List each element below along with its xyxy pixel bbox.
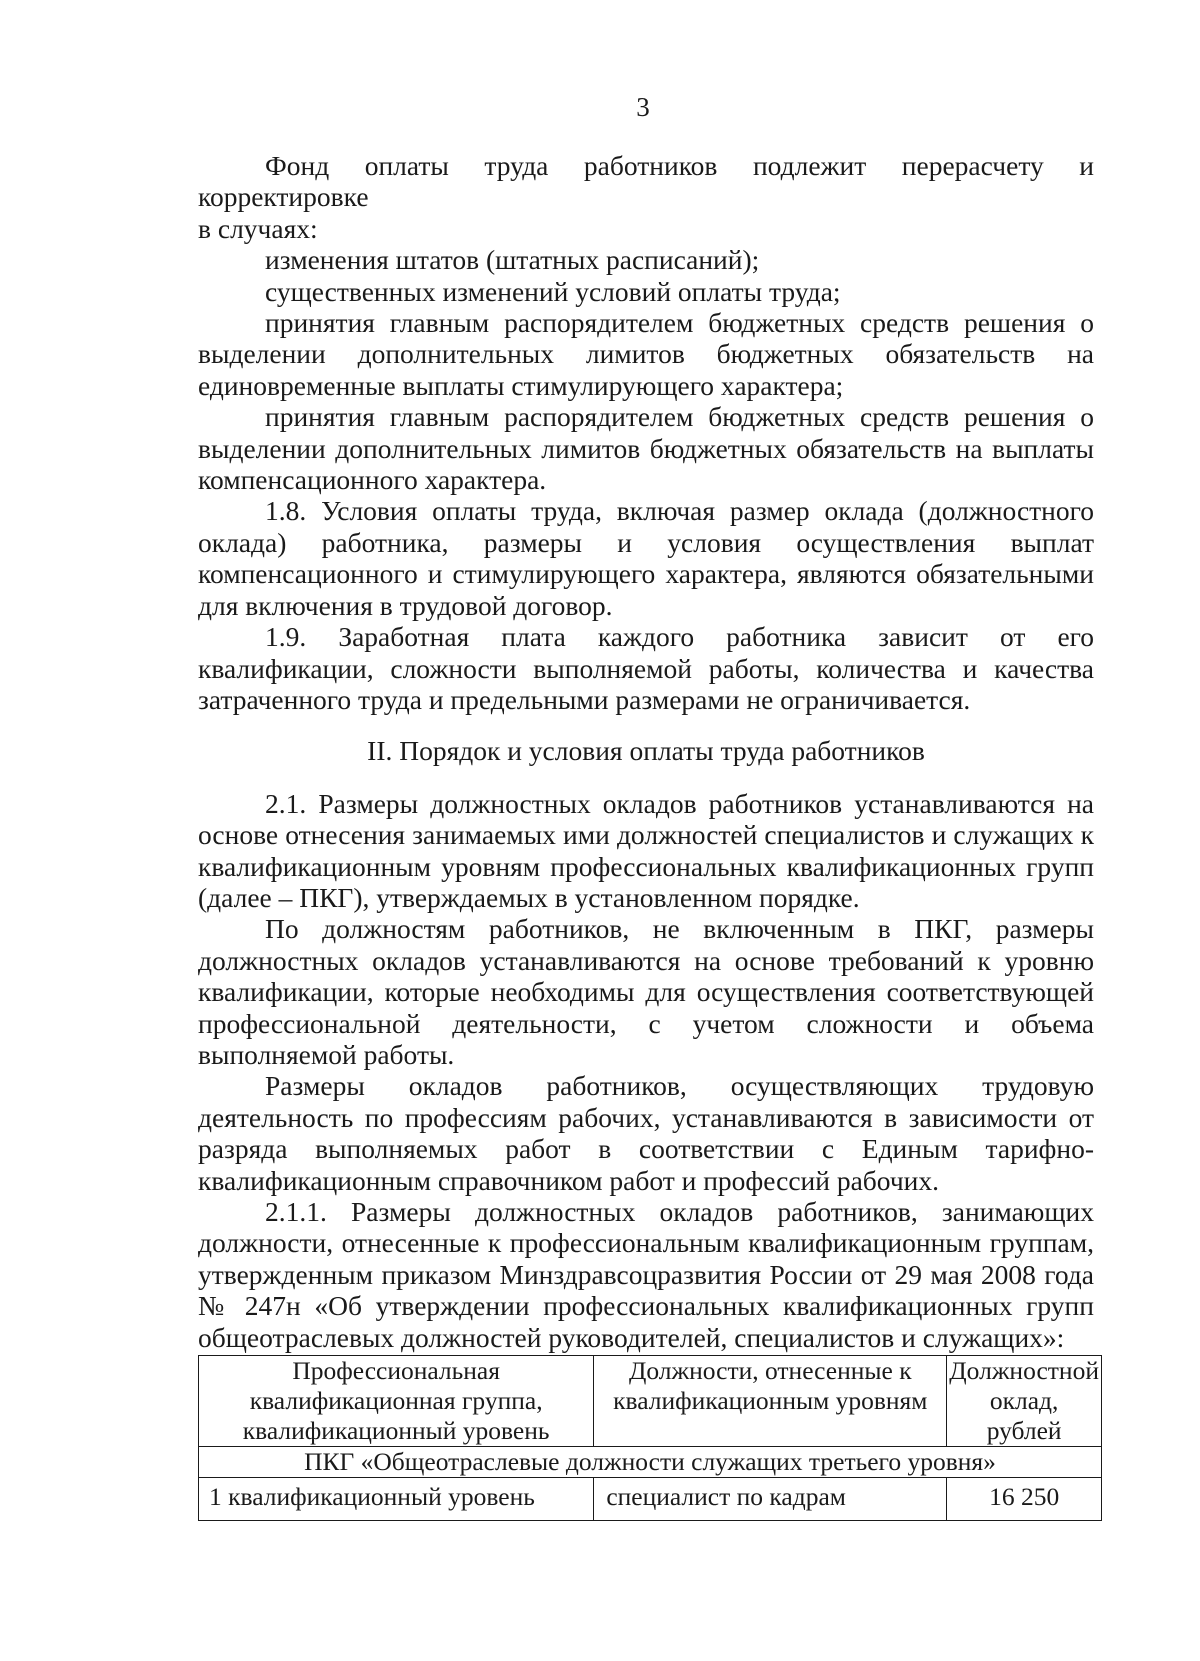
list-item: изменения штатов (штатных расписаний); (265, 244, 760, 276)
column-header: Профессиональная квалификационная группа, квалификационный уровень (199, 1356, 594, 1447)
table-header-row (199, 1356, 1102, 1447)
paragraph-2-1-1: 2.1.1. Размеры должностных окладов работников, занимающих должности, отнесенные к профессиональным квалификационным группам, утвержденным приказом Минздравсоцразвития России от 29 мая 2008 года № 247н «Об утверждении профессиональных квалификационных групп общеотраслевых должностей руководителей, специалистов и служащих»: (198, 1196, 1094, 1353)
paragraph-1-8: 1.8. Условия оплаты труда, включая размер оклада (должностного оклада) работника, размеры и условия осуществления выплат компенсационного и стимулирующего характера, являются обязательными для включения в трудовой договор. (198, 495, 1094, 621)
paragraph: Фонд оплаты труда работников подлежит перерасчету и корректировке (198, 150, 1094, 213)
position-cell: специалист по кадрам (594, 1478, 947, 1521)
paragraph: Размеры окладов работников, осуществляющих трудовую деятельность по профессиям рабочих, устанавливаются в зависимости от разряда выполняемых работ в соответствии с Единым тарифно-квалификационным справочником работ и профессий рабочих. (198, 1070, 1094, 1196)
document-body (198, 150, 1099, 1521)
paragraph: в случаях: (198, 212, 318, 244)
page-number: 3 (636, 92, 650, 122)
table-row (199, 1478, 1102, 1521)
list-item: принятия главным распорядителем бюджетных средств решения о выделении дополнительных лимитов бюджетных обязательств на выплаты компенсационного характера. (198, 401, 1094, 496)
salary-table (198, 1355, 1102, 1521)
section-heading: II. Порядок и условия оплаты труда работников (367, 735, 925, 767)
list-item: существенных изменений условий оплаты труда; (265, 275, 841, 307)
paragraph-2-1: 2.1. Размеры должностных окладов работников устанавливаются на основе отнесения занимаемых ими должностей специалистов и служащих к квалификационным уровням профессиональных квалификационных групп (далее – ПКГ), утверждаемых в установленном порядке. (198, 787, 1094, 913)
level-cell: 1 квалификационный уровень (199, 1478, 594, 1521)
list-item: принятия главным распорядителем бюджетных средств решения о выделении дополнительных лимитов бюджетных обязательств на единовременные выплаты стимулирующего характера; (198, 307, 1094, 401)
column-header: Должности, отнесенные к квалификационным уровням (594, 1356, 947, 1447)
salary-cell: 16 250 (947, 1478, 1102, 1521)
paragraph-1-9: 1.9. Заработная плата каждого работника зависит от его квалификации, сложности выполняемой работы, количества и качества затраченного труда и предельными размерами не ограничивается. (198, 621, 1094, 715)
paragraph: По должностям работников, не включенным в ПКГ, размеры должностных окладов устанавливаются на основе требований к уровню квалификации, которые необходимы для осуществления соответствующей профессиональной деятельности, с учетом сложности и объема выполняемой работы. (198, 913, 1094, 1070)
table-group-row (199, 1447, 1102, 1478)
group-title: ПКГ «Общеотраслевые должности служащих третьего уровня» (199, 1447, 1102, 1478)
column-header: Должностной оклад, рублей (947, 1356, 1102, 1447)
